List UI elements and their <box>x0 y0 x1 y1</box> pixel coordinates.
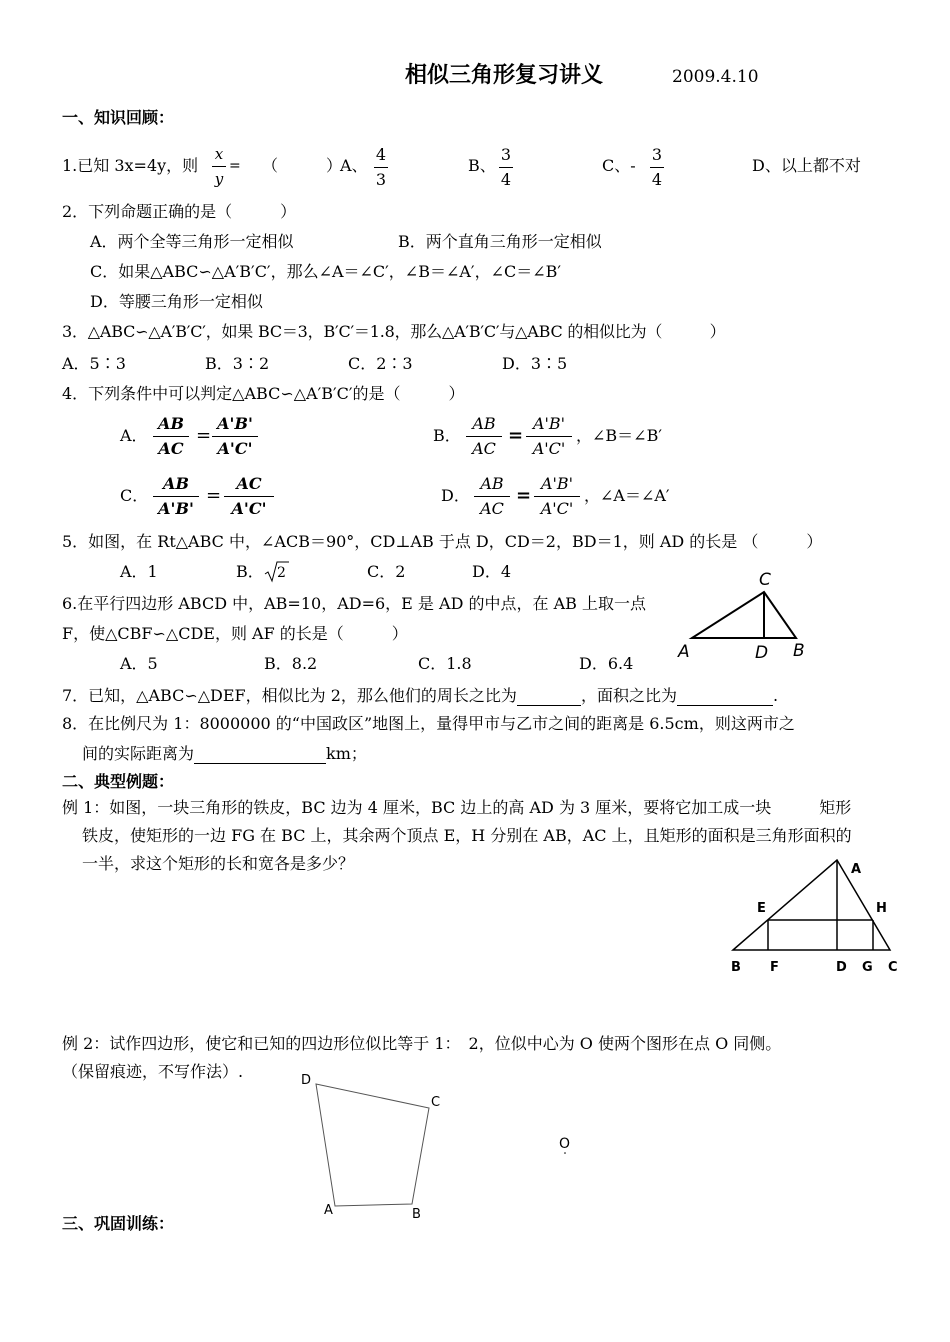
ex1-label-b: B <box>731 960 741 975</box>
q7-part1: 7．已知，△ABC∽△DEF，相似比为 2，那么他们的周长之比为 <box>62 686 517 705</box>
q4-c-eq: = <box>206 485 222 506</box>
q1-c-den: 4 <box>651 170 663 189</box>
q4-c-f1-num: AB <box>163 474 189 493</box>
ex1-label-c: C <box>888 960 898 975</box>
ex1-label-a: A <box>851 862 862 877</box>
q2-option-a: A．两个全等三角形一定相似 <box>90 232 294 251</box>
q8-line2-a: 间的实际距离为 <box>82 744 195 763</box>
section2-heading: 二、典型例题： <box>62 772 175 791</box>
q4-d-f1-den: AC <box>480 499 504 518</box>
q1-b-num: 3 <box>500 145 512 164</box>
q1-b-bar <box>499 167 513 168</box>
q5-label-d: D <box>755 643 769 663</box>
q4-d-f2-bar <box>534 496 580 497</box>
ex2-label-c: C <box>431 1095 441 1110</box>
ex1-line1: 例 1：如图，一块三角形的铁皮，BC 边为 4 厘米，BC 边上的高 AD 为 3 厘米，要将它加工成一块 矩形 <box>62 798 852 817</box>
page-date: 2009.4.10 <box>672 67 759 87</box>
q4-c-f1-den: A'B' <box>158 499 194 518</box>
q4-a-f2-den: A'C' <box>217 439 253 458</box>
q4-a-f2-bar <box>212 436 258 437</box>
q8-line1: 8．在比例尺为 1：8000000 的“中国政区”地图上，量得甲市与乙市之间的距离是 6.5cm，则这两市之 <box>62 714 795 733</box>
ex2-line2: （保留痕迹，不写作法）. <box>62 1062 244 1081</box>
q5-triangle-outline <box>692 592 796 638</box>
q8-line2-b: km； <box>326 744 367 763</box>
ex2-quadrilateral-figure <box>295 1065 595 1225</box>
q4-b-f2-den: A'C' <box>532 439 566 458</box>
q7-part3: . <box>772 686 779 705</box>
section1-heading: 一、知识回顾： <box>62 108 175 127</box>
ex2-center-point <box>564 1152 566 1154</box>
q2-stem: 2．下列命题正确的是（ ） <box>62 202 297 221</box>
q5-stem: 5．如图，在 Rt△ABC 中，∠ACB＝90°，CD⊥AB 于点 D，CD＝2，BD＝1，则 AD 的长是 （ ） <box>62 532 823 551</box>
q1-stem: 1.已知 3x=4y，则 <box>62 156 199 175</box>
q1-a-den: 3 <box>375 170 387 189</box>
q7-line <box>62 686 778 706</box>
q7-part2: ，面积之比为 <box>580 686 677 705</box>
ex1-label-f: F <box>770 960 779 975</box>
q5-label-b: B <box>793 641 805 661</box>
q1-b-den: 4 <box>500 170 512 189</box>
q4-a-f1-bar <box>153 436 189 437</box>
q1-option-a: A、 <box>340 156 368 175</box>
q4-a-frac1 <box>153 414 189 459</box>
q4-b-eq: = <box>508 425 524 446</box>
q1-frac-bar <box>212 166 226 167</box>
q1-frac-den: y <box>214 170 224 188</box>
q1-a-bar <box>374 167 388 168</box>
q4-d-eq: = <box>516 485 532 506</box>
q6-option-a: A．5 <box>120 654 158 673</box>
q3-stem: 3．△ABC∽△A′B′C′，如果 BC＝3，B′C′＝1.8，那么△A′B′C′与△ABC 的相似比为（ ） <box>62 322 726 341</box>
q4-d-f2-den: A'C' <box>540 499 574 518</box>
q6-option-c: C．1.8 <box>418 654 472 673</box>
q4-option-c-label: C． <box>120 486 149 505</box>
q2-option-d: D．等腰三角形一定相似 <box>90 292 263 311</box>
q4-b-f1-num: AB <box>472 414 496 433</box>
q5-option-a: A．1 <box>120 562 158 581</box>
q2-option-c: C．如果△ABC∽△A′B′C′，那么∠A＝∠C′，∠B＝∠A′，∠C＝∠B′ <box>90 262 562 281</box>
q1-option-b-fraction <box>499 145 513 190</box>
ex1-label-d: D <box>836 960 847 975</box>
q4-c-frac2 <box>224 474 274 519</box>
ex2-label-b: B <box>412 1207 421 1222</box>
q4-d-frac1 <box>474 474 510 519</box>
q1-option-b: B、 <box>468 156 496 175</box>
q3-option-a: A．5∶3 <box>62 354 126 373</box>
section3-heading: 三、巩固训练： <box>62 1214 175 1233</box>
q1-option-c-fraction <box>650 145 664 190</box>
q5-triangle-figure <box>670 565 830 670</box>
q5-label-c: C <box>759 570 771 590</box>
q1-c-num: 3 <box>651 145 663 164</box>
q1-paren: （ ） <box>262 156 343 175</box>
q3-option-c: C．2∶3 <box>348 354 413 373</box>
ex1-label-h: H <box>876 901 887 916</box>
q4-a-frac2 <box>212 414 258 459</box>
q5-label-a: A <box>678 642 690 662</box>
ex2-label-o: O <box>559 1136 571 1152</box>
q4-a-f1-den: AC <box>158 439 184 458</box>
q4-c-f2-bar <box>224 496 274 497</box>
q8-blank-distance[interactable] <box>194 747 326 764</box>
q4-b-frac1 <box>466 414 502 459</box>
q6-line1: 6.在平行四边形 ABCD 中，AB=10，AD=6，E 是 AD 的中点，在 AB 上取一点 <box>62 594 646 613</box>
q4-option-a-label: A． <box>120 426 148 445</box>
q4-a-eq: = <box>196 425 212 446</box>
q1-option-c: C、- <box>602 156 636 175</box>
q7-blank-area[interactable] <box>677 689 773 706</box>
q2-option-b: B．两个直角三角形一定相似 <box>398 232 602 251</box>
q4-b-frac2 <box>526 414 572 459</box>
q4-c-f1-bar <box>153 496 199 497</box>
q1-eq: = <box>229 158 241 174</box>
q1-frac-num: x <box>214 145 224 163</box>
q4-d-tail: ，∠A＝∠A′ <box>584 486 670 505</box>
q7-blank-perimeter[interactable] <box>517 689 581 706</box>
q4-a-f1-num: AB <box>158 414 184 433</box>
q4-b-tail: ，∠B＝∠B′ <box>576 426 662 445</box>
q1-option-a-fraction <box>374 145 388 190</box>
q4-a-f2-num: A'B' <box>217 414 253 433</box>
q4-c-frac1 <box>153 474 199 519</box>
q4-d-f2-num: A'B' <box>540 474 574 493</box>
page-title: 相似三角形复习讲义 <box>405 63 604 88</box>
q1-option-d: D、以上都不对 <box>752 156 861 175</box>
q5-option-b-radicand: 2 <box>277 565 286 581</box>
q4-d-f1-bar <box>474 496 510 497</box>
q3-option-b: B．3∶2 <box>205 354 270 373</box>
q1-a-num: 4 <box>375 145 387 164</box>
q8-line2 <box>82 744 367 764</box>
ex1-line2: 铁皮，使矩形的一边 FG 在 BC 上，其余两个顶点 E，H 分别在 AB，AC 上，且矩形的面积是三角形面积的 <box>82 826 852 845</box>
q4-option-b-label: B． <box>433 426 461 445</box>
ex2-line1: 例 2：试作四边形，使它和已知的四边形位似比等于 1： 2，位似中心为 O 使两个图形在点 O 同侧。 <box>62 1034 782 1053</box>
q5-option-d: D．4 <box>472 562 512 581</box>
q1-fraction <box>212 144 226 189</box>
q4-b-f1-den: AC <box>472 439 496 458</box>
q4-c-f2-num: AC <box>236 474 262 493</box>
q4-c-f2-den: A'C' <box>231 499 267 518</box>
ex2-label-d: D <box>301 1073 312 1088</box>
q6-line2: F，使△CBF∽△CDE，则 AF 的长是（ ） <box>62 624 408 643</box>
q4-b-f2-num: A'B' <box>532 414 566 433</box>
ex1-triangle-figure <box>725 855 905 980</box>
q4-d-f1-num: AB <box>480 474 504 493</box>
q4-b-f1-bar <box>466 436 502 437</box>
ex2-quadrilateral-outline <box>316 1084 429 1206</box>
q6-option-d: D．6.4 <box>579 654 634 673</box>
q6-option-b: B．8.2 <box>264 654 318 673</box>
q1-c-bar <box>650 167 664 168</box>
q4-b-f2-bar <box>526 436 572 437</box>
q4-d-frac2 <box>534 474 580 519</box>
ex1-line3: 一半，求这个矩形的长和宽各是多少？ <box>82 854 355 873</box>
ex1-label-g: G <box>862 960 873 975</box>
q4-option-d-label: D． <box>441 486 470 505</box>
q5-option-c: C．2 <box>367 562 406 581</box>
q4-stem: 4．下列条件中可以判定△ABC∽△A′B′C′的是（ ） <box>62 384 465 403</box>
ex1-label-e: E <box>757 901 766 916</box>
q5-option-b: B． <box>236 562 264 581</box>
ex2-label-a: A <box>324 1203 333 1218</box>
q3-option-d: D．3∶5 <box>502 354 568 373</box>
